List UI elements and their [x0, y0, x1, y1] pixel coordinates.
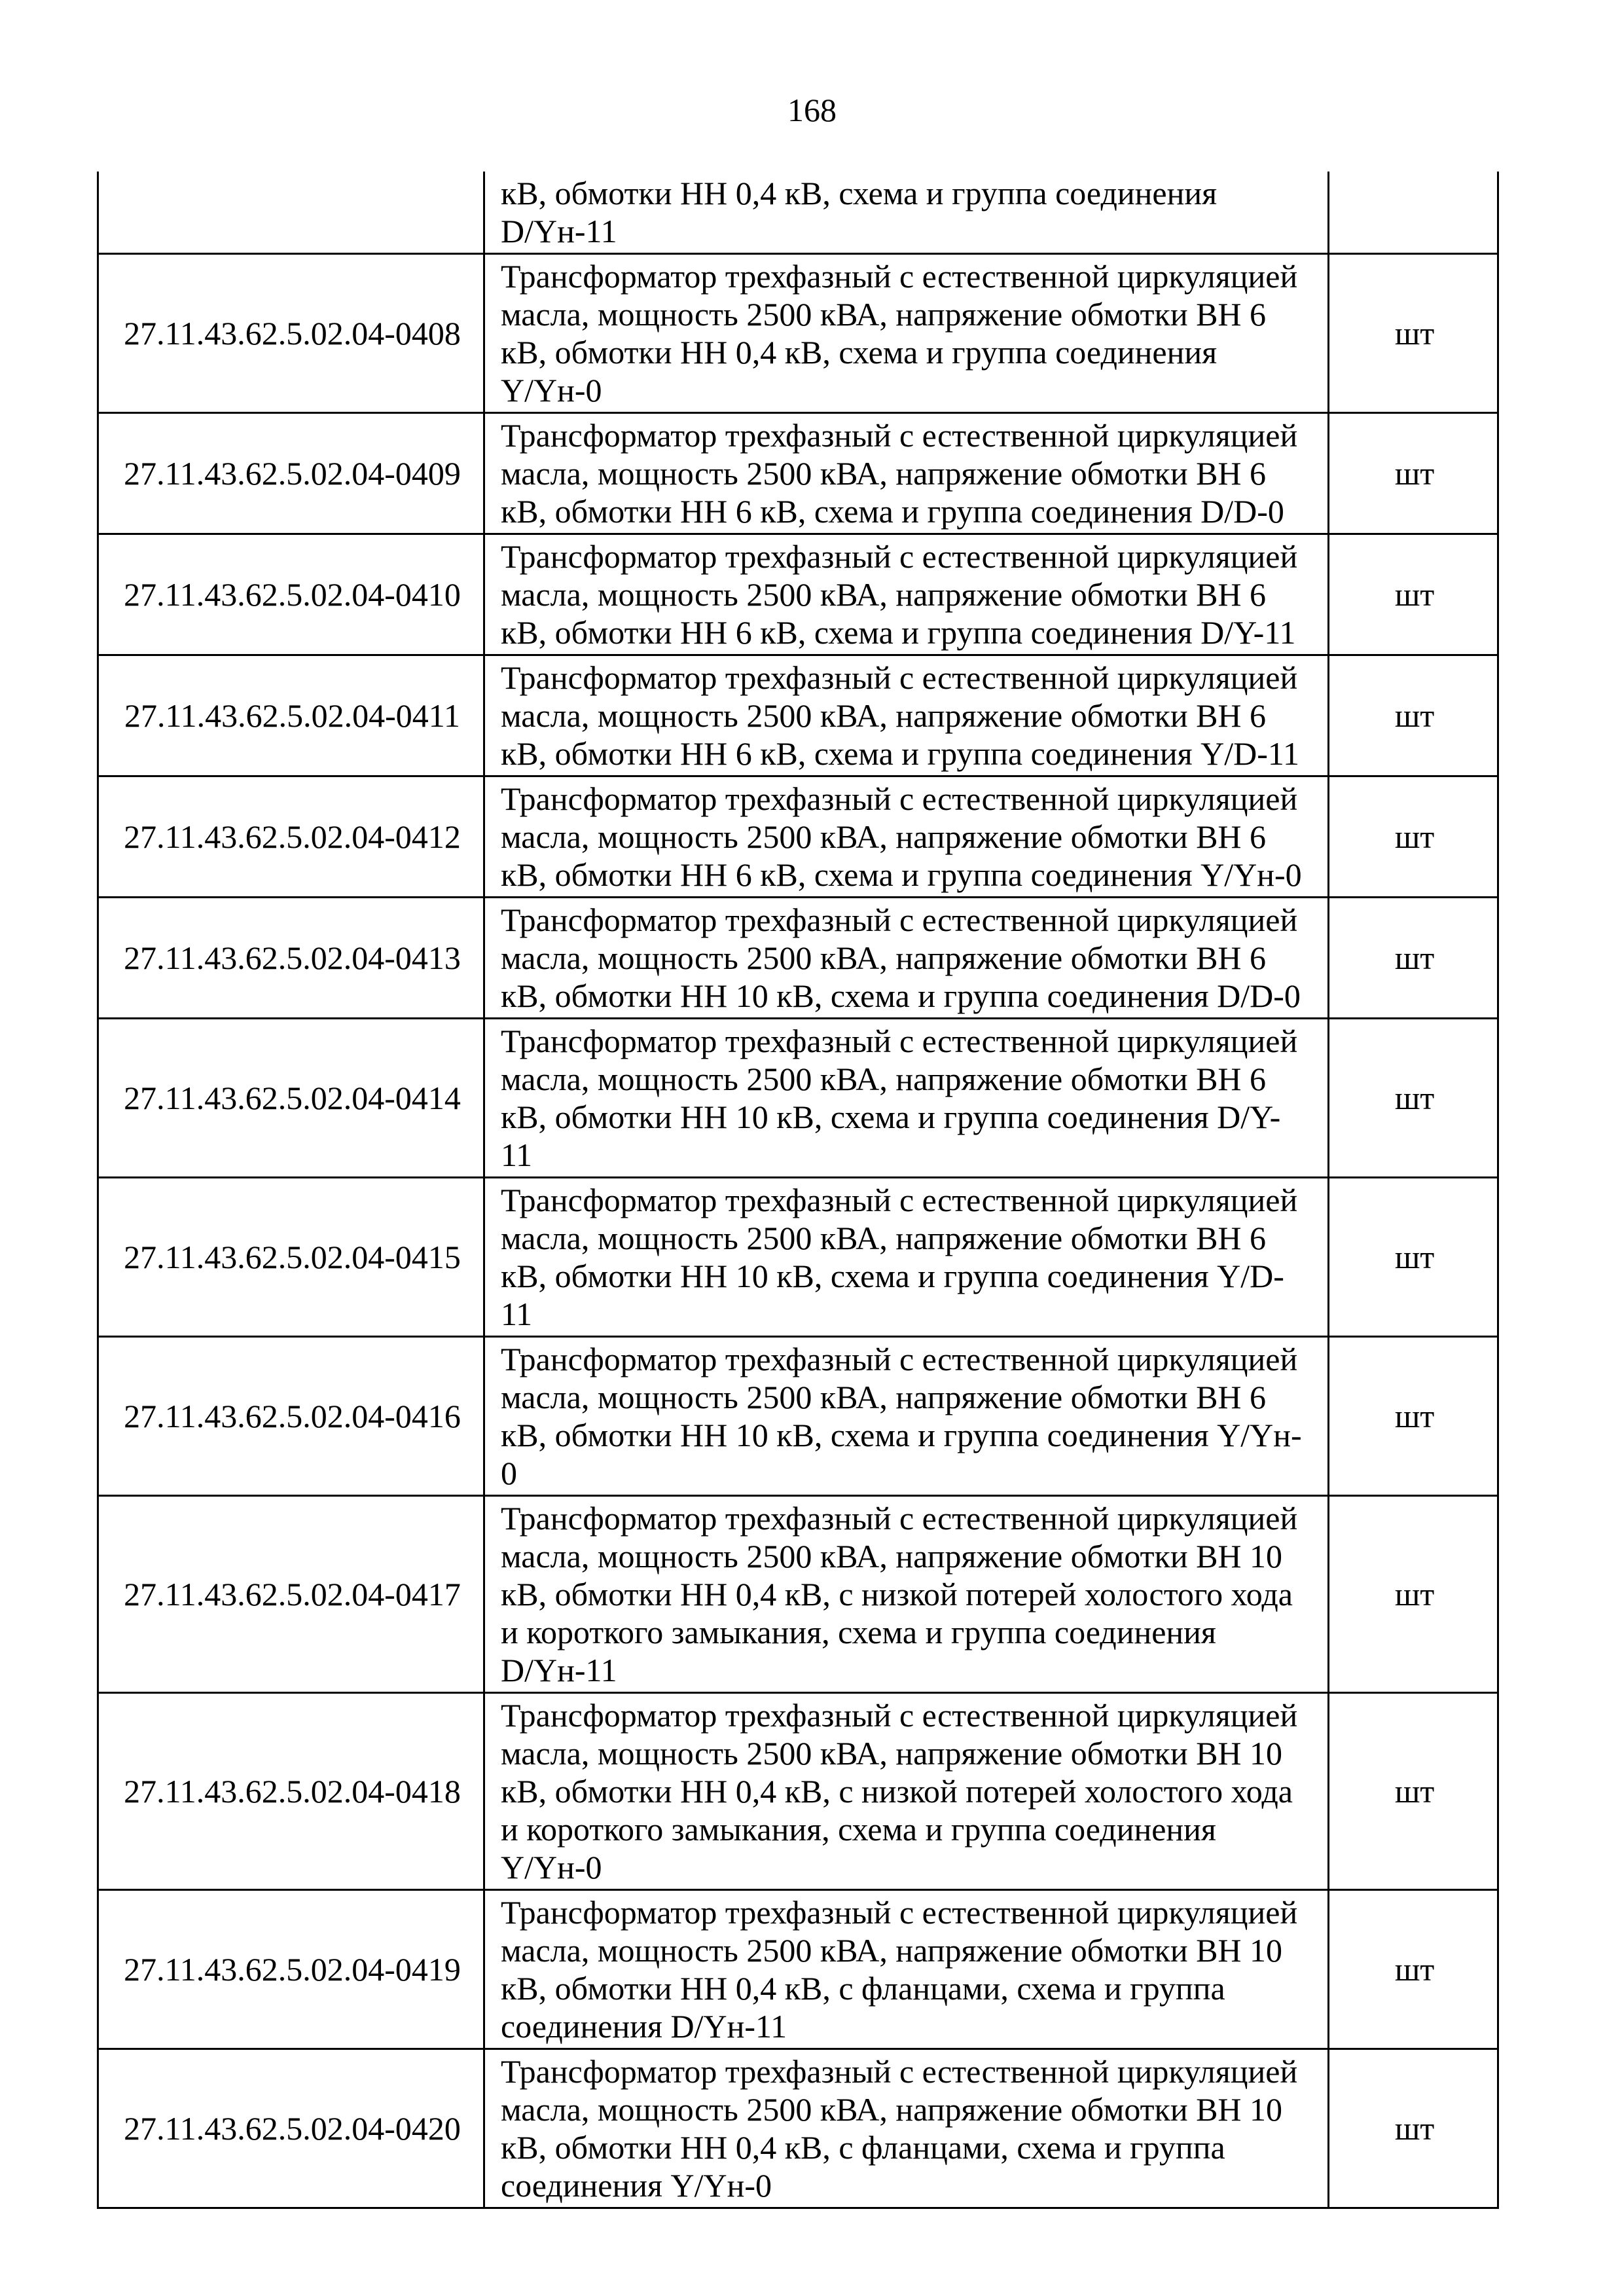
table-row-continued	[98, 172, 1498, 254]
description-line: Трансформатор трехфазный с естественной циркуляцией	[501, 417, 1298, 454]
table-row	[98, 534, 1498, 655]
description-line: Трансформатор трехфазный с естественной циркуляцией	[501, 538, 1298, 575]
description-cell	[484, 2049, 1329, 2208]
description-line: 11	[501, 1137, 533, 1173]
table-body	[98, 172, 1498, 2208]
code-cell: 27.11.43.62.5.02.04-0419	[98, 1890, 484, 2049]
description-line: и короткого замыкания, схема и группа соединения	[501, 1614, 1216, 1650]
table-row	[98, 2049, 1498, 2208]
description-line: кВ, обмотки НН 6 кВ, схема и группа соединения Y/Yн-0	[501, 856, 1302, 893]
description-line: Трансформатор трехфазный с естественной циркуляцией	[501, 1697, 1298, 1734]
table-row	[98, 898, 1498, 1019]
description-cell	[484, 776, 1329, 898]
description-line: кВ, обмотки НН 0,4 кВ, с низкой потерей холостого хода	[501, 1576, 1293, 1613]
unit-cell: шт	[1329, 776, 1498, 898]
table-row	[98, 1178, 1498, 1337]
description-line: масла, мощность 2500 кВА, напряжение обмотки ВН 6	[501, 1061, 1267, 1097]
code-cell: 27.11.43.62.5.02.04-0411	[98, 655, 484, 776]
table-row	[98, 1019, 1498, 1178]
description-line: кВ, обмотки НН 0,4 кВ, схема и группа соединения	[501, 334, 1218, 371]
page-number: 168	[787, 92, 837, 128]
description-line: кВ, обмотки НН 6 кВ, схема и группа соединения D/Y-11	[501, 614, 1296, 651]
description-line: масла, мощность 2500 кВА, напряжение обмотки ВН 6	[501, 296, 1267, 333]
description-line: кВ, обмотки НН 6 кВ, схема и группа соединения Y/D-11	[501, 735, 1300, 772]
unit-cell: шт	[1329, 1178, 1498, 1337]
description-line: кВ, обмотки НН 0,4 кВ, с фланцами, схема и группа	[501, 2129, 1225, 2166]
description-line: Трансформатор трехфазный с естественной циркуляцией	[501, 1894, 1298, 1931]
description-cell	[484, 413, 1329, 534]
table-row	[98, 655, 1498, 776]
description-line: Трансформатор трехфазный с естественной циркуляцией	[501, 258, 1298, 295]
description-cell	[484, 534, 1329, 655]
code-cell: 27.11.43.62.5.02.04-0418	[98, 1693, 484, 1890]
description-line: 11	[501, 1296, 533, 1332]
description-line: D/Yн-11	[501, 1652, 617, 1688]
description-line: масла, мощность 2500 кВА, напряжение обмотки ВН 6	[501, 1220, 1267, 1256]
description-line: Трансформатор трехфазный с естественной циркуляцией	[501, 1023, 1298, 1059]
description-line: кВ, обмотки НН 0,4 кВ, схема и группа соединения	[501, 175, 1218, 211]
description-cell	[484, 254, 1329, 413]
description-line: D/Yн-11	[501, 213, 617, 249]
unit-cell: шт	[1329, 898, 1498, 1019]
description-line: масла, мощность 2500 кВА, напряжение обмотки ВН 10	[501, 1932, 1283, 1969]
unit-cell: шт	[1329, 1019, 1498, 1178]
description-cell	[484, 1496, 1329, 1693]
unit-cell: шт	[1329, 655, 1498, 776]
description-cell	[484, 1890, 1329, 2049]
unit-cell: шт	[1329, 413, 1498, 534]
code-cell: 27.11.43.62.5.02.04-0412	[98, 776, 484, 898]
description-cell	[484, 898, 1329, 1019]
description-line: Y/Yн-0	[501, 1849, 602, 1886]
code-cell: 27.11.43.62.5.02.04-0410	[98, 534, 484, 655]
description-line: масла, мощность 2500 кВА, напряжение обмотки ВН 6	[501, 455, 1267, 492]
description-line: масла, мощность 2500 кВА, напряжение обмотки ВН 10	[501, 1538, 1283, 1575]
description-line: масла, мощность 2500 кВА, напряжение обмотки ВН 6	[501, 576, 1267, 613]
table-row	[98, 1890, 1498, 2049]
description-line: Трансформатор трехфазный с естественной циркуляцией	[501, 1500, 1298, 1537]
description-line: кВ, обмотки НН 0,4 кВ, с фланцами, схема и группа	[501, 1970, 1225, 2007]
table-row	[98, 1693, 1498, 1890]
table-row	[98, 1337, 1498, 1496]
description-line: кВ, обмотки НН 10 кВ, схема и группа соединения Y/D-	[501, 1258, 1284, 1294]
description-line: Трансформатор трехфазный с естественной циркуляцией	[501, 902, 1298, 938]
table-row	[98, 413, 1498, 534]
code-cell: 27.11.43.62.5.02.04-0417	[98, 1496, 484, 1693]
table-row	[98, 776, 1498, 898]
code-cell: 27.11.43.62.5.02.04-0408	[98, 254, 484, 413]
description-line: Трансформатор трехфазный с естественной циркуляцией	[501, 2053, 1298, 2090]
description-line: масла, мощность 2500 кВА, напряжение обмотки ВН 10	[501, 2091, 1283, 2128]
description-line: кВ, обмотки НН 10 кВ, схема и группа соединения D/Y-	[501, 1099, 1281, 1135]
code-cell: 27.11.43.62.5.02.04-0416	[98, 1337, 484, 1496]
description-line: кВ, обмотки НН 10 кВ, схема и группа соединения D/D-0	[501, 977, 1301, 1014]
code-cell: 27.11.43.62.5.02.04-0414	[98, 1019, 484, 1178]
description-cell	[484, 655, 1329, 776]
unit-cell: шт	[1329, 1337, 1498, 1496]
description-line: Трансформатор трехфазный с естественной циркуляцией	[501, 659, 1298, 696]
description-line: кВ, обмотки НН 0,4 кВ, с низкой потерей холостого хода	[501, 1773, 1293, 1810]
description-line: Трансформатор трехфазный с естественной циркуляцией	[501, 1182, 1298, 1218]
description-line: соединения Y/Yн-0	[501, 2167, 772, 2204]
unit-cell: шт	[1329, 254, 1498, 413]
description-cell	[484, 172, 1329, 254]
unit-cell: шт	[1329, 534, 1498, 655]
code-cell	[98, 172, 484, 254]
description-line: кВ, обмотки НН 10 кВ, схема и группа соединения Y/Yн-	[501, 1417, 1302, 1453]
description-line: Трансформатор трехфазный с естественной циркуляцией	[501, 780, 1298, 817]
description-line: масла, мощность 2500 кВА, напряжение обмотки ВН 10	[501, 1735, 1283, 1772]
description-line: Y/Yн-0	[501, 372, 602, 409]
unit-cell: шт	[1329, 1890, 1498, 2049]
code-cell: 27.11.43.62.5.02.04-0413	[98, 898, 484, 1019]
description-line: масла, мощность 2500 кВА, напряжение обмотки ВН 6	[501, 697, 1267, 734]
code-cell: 27.11.43.62.5.02.04-0415	[98, 1178, 484, 1337]
code-cell: 27.11.43.62.5.02.04-0420	[98, 2049, 484, 2208]
description-line: масла, мощность 2500 кВА, напряжение обмотки ВН 6	[501, 818, 1267, 855]
table-row	[98, 254, 1498, 413]
unit-cell: шт	[1329, 1693, 1498, 1890]
unit-cell: шт	[1329, 1496, 1498, 1693]
description-line: кВ, обмотки НН 6 кВ, схема и группа соединения D/D-0	[501, 493, 1284, 530]
unit-cell: шт	[1329, 2049, 1498, 2208]
description-cell	[484, 1337, 1329, 1496]
resource-code-table	[97, 172, 1499, 2209]
description-cell	[484, 1019, 1329, 1178]
description-line: 0	[501, 1455, 517, 1491]
description-cell	[484, 1693, 1329, 1890]
description-line: масла, мощность 2500 кВА, напряжение обмотки ВН 6	[501, 1379, 1267, 1415]
description-line: масла, мощность 2500 кВА, напряжение обмотки ВН 6	[501, 939, 1267, 976]
table-row	[98, 1496, 1498, 1693]
description-line: Трансформатор трехфазный с естественной циркуляцией	[501, 1341, 1298, 1377]
description-line: соединения D/Yн-11	[501, 2008, 787, 2045]
unit-cell	[1329, 172, 1498, 254]
description-cell	[484, 1178, 1329, 1337]
code-cell: 27.11.43.62.5.02.04-0409	[98, 413, 484, 534]
description-line: и короткого замыкания, схема и группа соединения	[501, 1811, 1216, 1848]
